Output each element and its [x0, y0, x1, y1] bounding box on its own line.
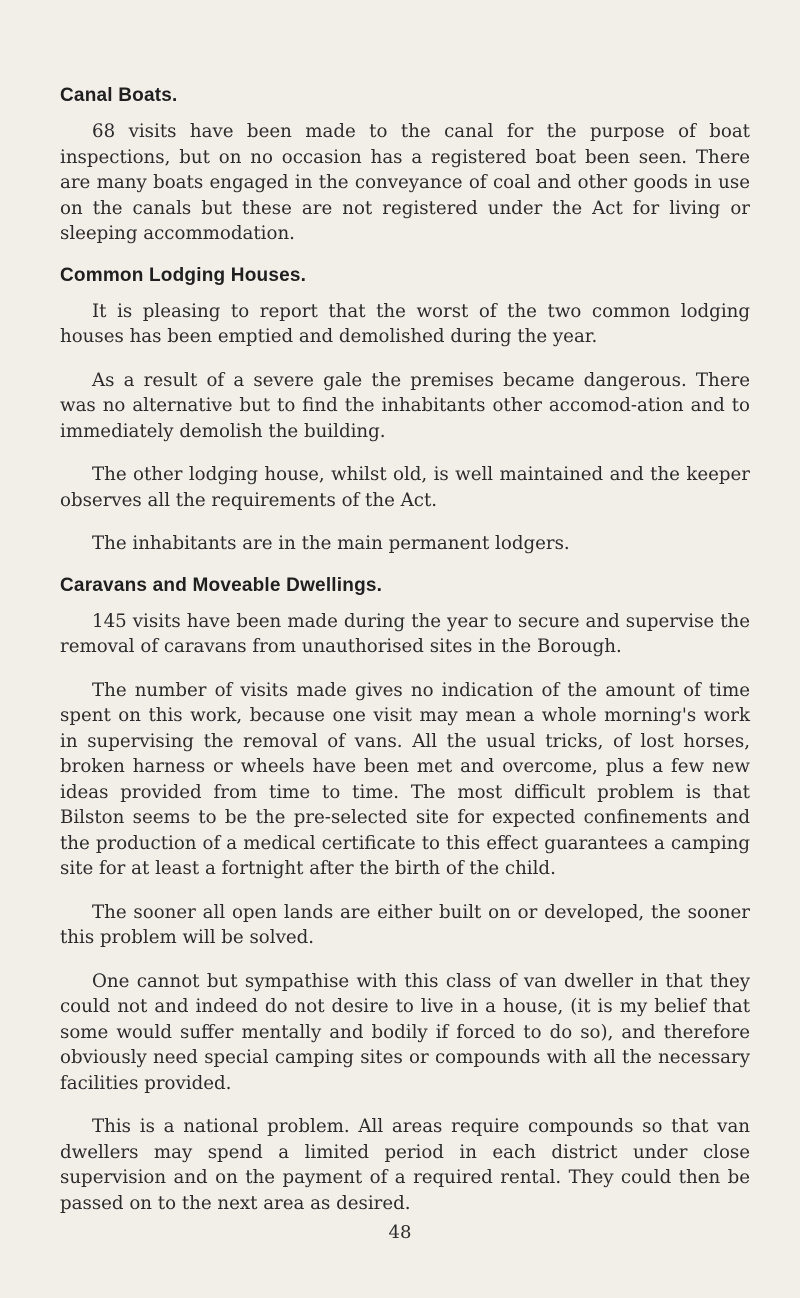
section-canal-boats	[60, 85, 750, 247]
paragraph: The other lodging house, whilst old, is well maintained and the keeper observes all the requirements of the Act.	[60, 464, 750, 511]
section-common-lodging-houses	[60, 265, 750, 557]
section-heading: Common Lodging Houses.	[60, 264, 307, 286]
section-caravans	[60, 575, 750, 1217]
paragraph: It is pleasing to report that the worst of the two common lodging houses has been emptied and demolished during the year.	[60, 300, 750, 347]
section-heading: Caravans and Moveable Dwellings.	[60, 574, 383, 596]
paragraph: The sooner all open lands are either built on or developed, the sooner this problem will be solved.	[60, 901, 750, 948]
paragraph: 68 visits have been made to the canal for the purpose of boat inspections, but on no occasion has a registered boat been seen. There are many boats engaged in the conveyance of coal and other goods in use on the canals but these are not registered under the Act for living or sleeping accommodation.	[60, 121, 750, 244]
paragraph: The number of visits made gives no indication of the amount of time spent on this work, because one visit may mean a whole morning's work in supervising the removal of vans. All the usual tricks, of lost horses, broken harness or wheels have been met and overcome, plus a few new ideas provided from time to time. The most difficult problem is that Bilston seems to be the pre-selected site for expected confinements and the production of a medical certificate to this effect guarantees a camping site for at least a fortnight after the birth of the child.	[60, 679, 750, 879]
page-number: 48	[388, 1222, 412, 1243]
paragraph: One cannot but sympathise with this class of van dweller in that they could not and indeed do not desire to live in a house, (it is my belief that some would suffer mentally and bodily if forced to do so), and therefore obviously need special camping sites or compounds with all the necessary facilities provided.	[60, 970, 750, 1094]
paragraph: 145 visits have been made during the year to secure and supervise the removal of caravans from unauthorised sites in the Borough.	[60, 610, 750, 657]
paragraph: The inhabitants are in the main permanent lodgers.	[92, 533, 570, 554]
paragraph: As a result of a severe gale the premises became dangerous. There was no alternative but to find the inhabitants other accomod-ation and to immediately demolish the building.	[60, 369, 750, 442]
document-body	[60, 85, 750, 1234]
paragraph: This is a national problem. All areas require compounds so that van dwellers may spend a limited period in each district under close supervision and on the payment of a required rental. They could then be passed on to the next area as desired.	[60, 1116, 750, 1214]
section-heading: Canal Boats.	[60, 85, 178, 106]
